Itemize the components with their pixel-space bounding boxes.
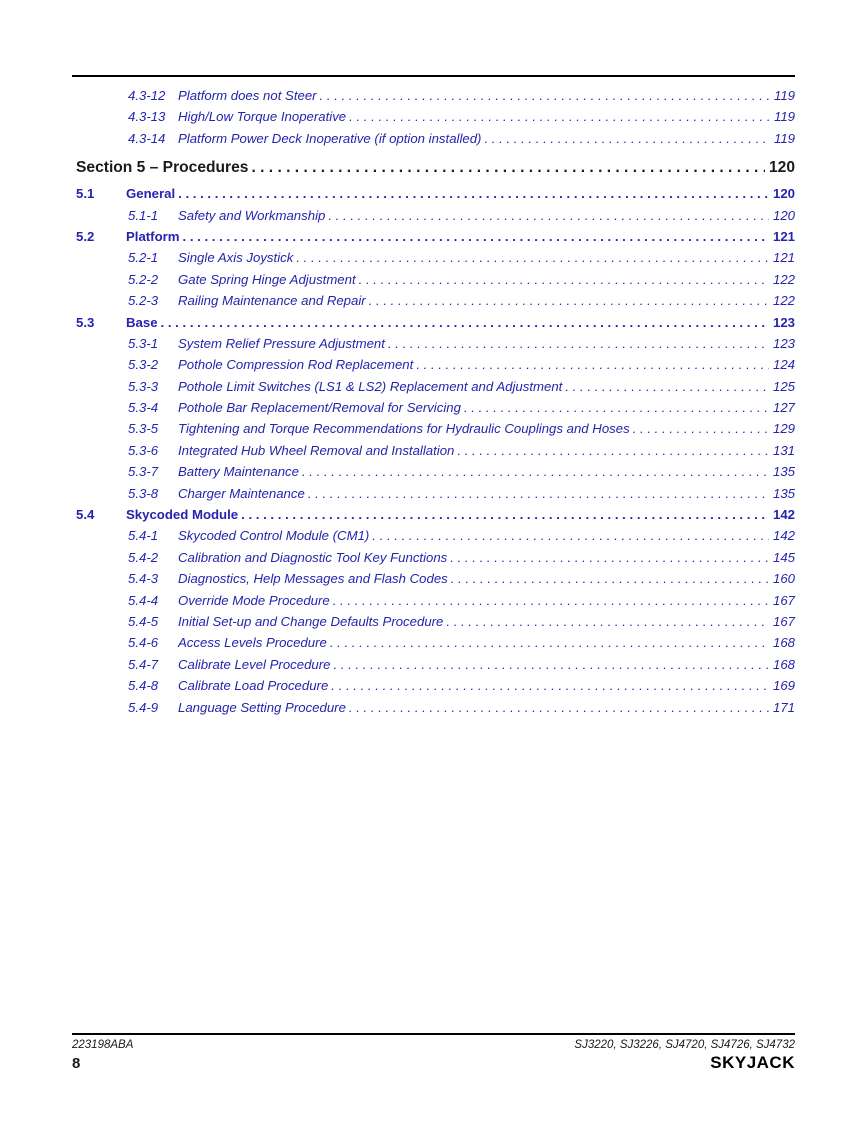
toc-entry-5.4-2	[72, 550, 795, 571]
toc-entry-4.3-12	[72, 88, 795, 109]
dot-leader	[388, 336, 769, 351]
toc-entry-title: Calibrate Level Procedure	[178, 656, 331, 672]
toc-entry-number: 5.4-9	[128, 699, 159, 715]
toc-entry-title: Skycoded Control Module (CM1)	[178, 528, 370, 544]
toc-entry-title: Base	[126, 314, 158, 330]
toc-entry-page: 167	[772, 613, 795, 629]
dot-leader	[333, 593, 769, 608]
toc-entry-title: Diagnostics, Help Messages and Flash Codes	[178, 571, 448, 587]
toc-entry-5.3-7	[72, 464, 795, 485]
toc-entry-number: 4.3-14	[128, 130, 166, 146]
toc-entry-number: 5.2-1	[128, 250, 159, 266]
toc-entry-page: 135	[772, 485, 795, 501]
toc-entry-number: 4.3-13	[128, 109, 166, 125]
toc-entry-page: 160	[772, 571, 795, 587]
toc-entry-page: 127	[772, 400, 795, 416]
toc-entry-page: 168	[772, 656, 795, 672]
model-list: SJ3220, SJ3226, SJ4720, SJ4726, SJ4732	[574, 1039, 795, 1051]
toc-entry-page: 120	[772, 186, 795, 202]
toc-entry-page: 135	[772, 464, 795, 480]
dot-leader	[450, 550, 769, 565]
doc-number: 223198ABA	[72, 1039, 134, 1051]
toc-entry-5.4-7	[72, 657, 795, 678]
toc-entry-page: 167	[772, 592, 795, 608]
toc-entry-page: 120	[772, 207, 795, 223]
dot-leader	[296, 250, 769, 265]
toc-entry-5.4-5	[72, 614, 795, 635]
toc-entry-number: 5.4-5	[128, 613, 159, 629]
toc-entry-number: 5.3-2	[128, 357, 159, 373]
toc-entry-5.2-2	[72, 272, 795, 293]
toc-entry-number: 5.3-6	[128, 442, 159, 458]
dot-leader	[359, 272, 769, 287]
toc-entry-number: 5.4-1	[128, 528, 159, 544]
toc-entry-title: General	[126, 186, 176, 202]
footer-rule	[72, 1033, 795, 1035]
toc-entry-title: Pothole Compression Rod Replacement	[178, 357, 414, 373]
toc-entry-5.1	[72, 186, 795, 207]
toc-entry-5.3-3	[72, 379, 795, 400]
toc-entry-5.4-9	[72, 700, 795, 721]
toc-entry-title: Platform	[126, 228, 180, 244]
toc-entry-5.3-1	[72, 336, 795, 357]
dot-leader	[161, 315, 769, 330]
toc-entry-title: Tightening and Torque Recommendations for Hydraulic Couplings and Hoses	[178, 421, 630, 437]
dot-leader	[457, 443, 769, 458]
toc-entry-number: 5.4-4	[128, 592, 159, 608]
page-footer	[72, 1033, 795, 1073]
toc-entry-section-heading	[72, 159, 795, 186]
toc-entry-5.4-4	[72, 593, 795, 614]
toc-entry-number: 5.4-3	[128, 571, 159, 587]
toc-entry-title: Battery Maintenance	[178, 464, 299, 480]
toc-entry-number: 5.1	[76, 186, 95, 202]
toc-entry-page: 125	[772, 378, 795, 394]
toc-entry-5.2-3	[72, 293, 795, 314]
table-of-contents	[72, 88, 795, 721]
toc-entry-5.4-1	[72, 528, 795, 549]
toc-entry-5.1-1	[72, 208, 795, 229]
toc-entry-5.3-5	[72, 421, 795, 442]
dot-leader	[241, 507, 769, 522]
toc-entry-title: Railing Maintenance and Repair	[178, 293, 366, 309]
toc-entry-title: Calibrate Load Procedure	[178, 678, 329, 694]
toc-entry-page: 121	[772, 250, 795, 266]
toc-entry-5.3-6	[72, 443, 795, 464]
dot-leader	[446, 614, 769, 629]
dot-leader	[369, 293, 769, 308]
toc-entry-page: 120	[768, 159, 795, 177]
toc-entry-5.4	[72, 507, 795, 528]
toc-entry-title: Override Mode Procedure	[178, 592, 330, 608]
toc-entry-title: Single Axis Joystick	[178, 250, 294, 266]
toc-entry-title: Integrated Hub Wheel Removal and Installation	[178, 442, 455, 458]
toc-entry-title: Language Setting Procedure	[178, 699, 346, 715]
toc-entry-number: 5.4	[76, 507, 95, 523]
toc-entry-5.2	[72, 229, 795, 250]
dot-leader	[330, 635, 769, 650]
toc-entry-5.4-8	[72, 678, 795, 699]
toc-entry-number: 5.3-8	[128, 485, 159, 501]
toc-entry-title: Initial Set-up and Change Defaults Procedure	[178, 613, 444, 629]
toc-entry-5.3-4	[72, 400, 795, 421]
dot-leader	[302, 464, 769, 479]
toc-entry-5.3-8	[72, 486, 795, 507]
toc-entry-page: 171	[772, 699, 795, 715]
dot-leader	[565, 379, 769, 394]
toc-entry-page: 168	[772, 635, 795, 651]
toc-entry-number: 5.2	[76, 228, 95, 244]
toc-entry-title: Platform Power Deck Inoperative (if option installed)	[178, 130, 482, 146]
toc-entry-page: 119	[773, 88, 795, 103]
toc-entry-5.4-3	[72, 571, 795, 592]
toc-entry-page: 119	[773, 109, 795, 125]
toc-entry-number: 5.4-2	[128, 549, 159, 565]
dot-leader	[178, 186, 769, 201]
toc-entry-number: 5.3	[76, 314, 95, 330]
toc-entry-title: System Relief Pressure Adjustment	[178, 335, 385, 351]
toc-entry-5.4-6	[72, 635, 795, 656]
dot-leader	[464, 400, 769, 415]
dot-leader	[333, 657, 769, 672]
toc-entry-page: 123	[772, 335, 795, 351]
footer-line-1	[72, 1039, 795, 1051]
toc-entry-title: High/Low Torque Inoperative	[178, 109, 347, 125]
toc-entry-number: 5.1-1	[128, 207, 159, 223]
toc-entry-title: Platform does not Steer	[178, 88, 317, 103]
toc-entry-page: 142	[772, 528, 795, 544]
dot-leader	[484, 131, 770, 146]
dot-leader	[320, 88, 770, 103]
dot-leader	[331, 678, 769, 693]
toc-entry-page: 123	[772, 314, 795, 330]
dot-leader	[349, 109, 770, 124]
toc-entry-number: 5.3-3	[128, 378, 159, 394]
toc-entry-page: 122	[772, 271, 795, 287]
toc-entry-title: Gate Spring Hinge Adjustment	[178, 271, 356, 287]
page-number: 8	[72, 1055, 81, 1072]
top-rule	[72, 75, 795, 77]
toc-entry-title: Section 5 – Procedures	[76, 159, 249, 177]
toc-entry-number: 4.3-12	[128, 88, 166, 103]
toc-entry-page: 119	[773, 130, 795, 146]
toc-entry-page: 124	[772, 357, 795, 373]
toc-entry-page: 145	[772, 549, 795, 565]
toc-entry-number: 5.4-8	[128, 678, 159, 694]
toc-entry-title: Pothole Bar Replacement/Removal for Servicing	[178, 400, 461, 416]
toc-entry-4.3-14	[72, 131, 795, 152]
toc-entry-page: 122	[772, 293, 795, 309]
dot-leader	[451, 571, 769, 586]
toc-entry-title: Calibration and Diagnostic Tool Key Functions	[178, 549, 448, 565]
toc-entry-page: 142	[772, 507, 795, 523]
toc-entry-title: Access Levels Procedure	[178, 635, 327, 651]
toc-entry-5.2-1	[72, 250, 795, 271]
skyjack-logo: SKYJACK	[710, 1053, 795, 1072]
dot-leader	[183, 229, 769, 244]
toc-entry-title: Charger Maintenance	[178, 485, 305, 501]
toc-entry-number: 5.3-1	[128, 335, 159, 351]
toc-entry-title: Safety and Workmanship	[178, 207, 326, 223]
dot-leader	[633, 421, 769, 436]
toc-entry-5.3	[72, 315, 795, 336]
toc-entry-title: Skycoded Module	[126, 507, 239, 523]
toc-entry-page: 129	[772, 421, 795, 437]
dot-leader	[372, 528, 769, 543]
dot-leader	[416, 357, 769, 372]
dot-leader	[349, 700, 769, 715]
toc-entry-page: 169	[772, 678, 795, 694]
toc-entry-4.3-13	[72, 109, 795, 130]
dot-leader	[308, 486, 769, 501]
toc-entry-number: 5.3-4	[128, 400, 159, 416]
toc-entry-number: 5.4-6	[128, 635, 159, 651]
toc-entry-number: 5.2-3	[128, 293, 159, 309]
toc-entry-number: 5.3-7	[128, 464, 159, 480]
dot-leader	[328, 208, 769, 223]
toc-entry-page: 131	[772, 442, 795, 458]
dot-leader	[251, 159, 765, 177]
toc-entry-number: 5.2-2	[128, 271, 159, 287]
toc-entry-5.3-2	[72, 357, 795, 378]
toc-entry-title: Pothole Limit Switches (LS1 & LS2) Replacement and Adjustment	[178, 378, 563, 394]
toc-entry-number: 5.3-5	[128, 421, 159, 437]
toc-entry-page: 121	[772, 228, 795, 244]
toc-entry-number: 5.4-7	[128, 656, 159, 672]
footer-line-2	[72, 1053, 795, 1073]
